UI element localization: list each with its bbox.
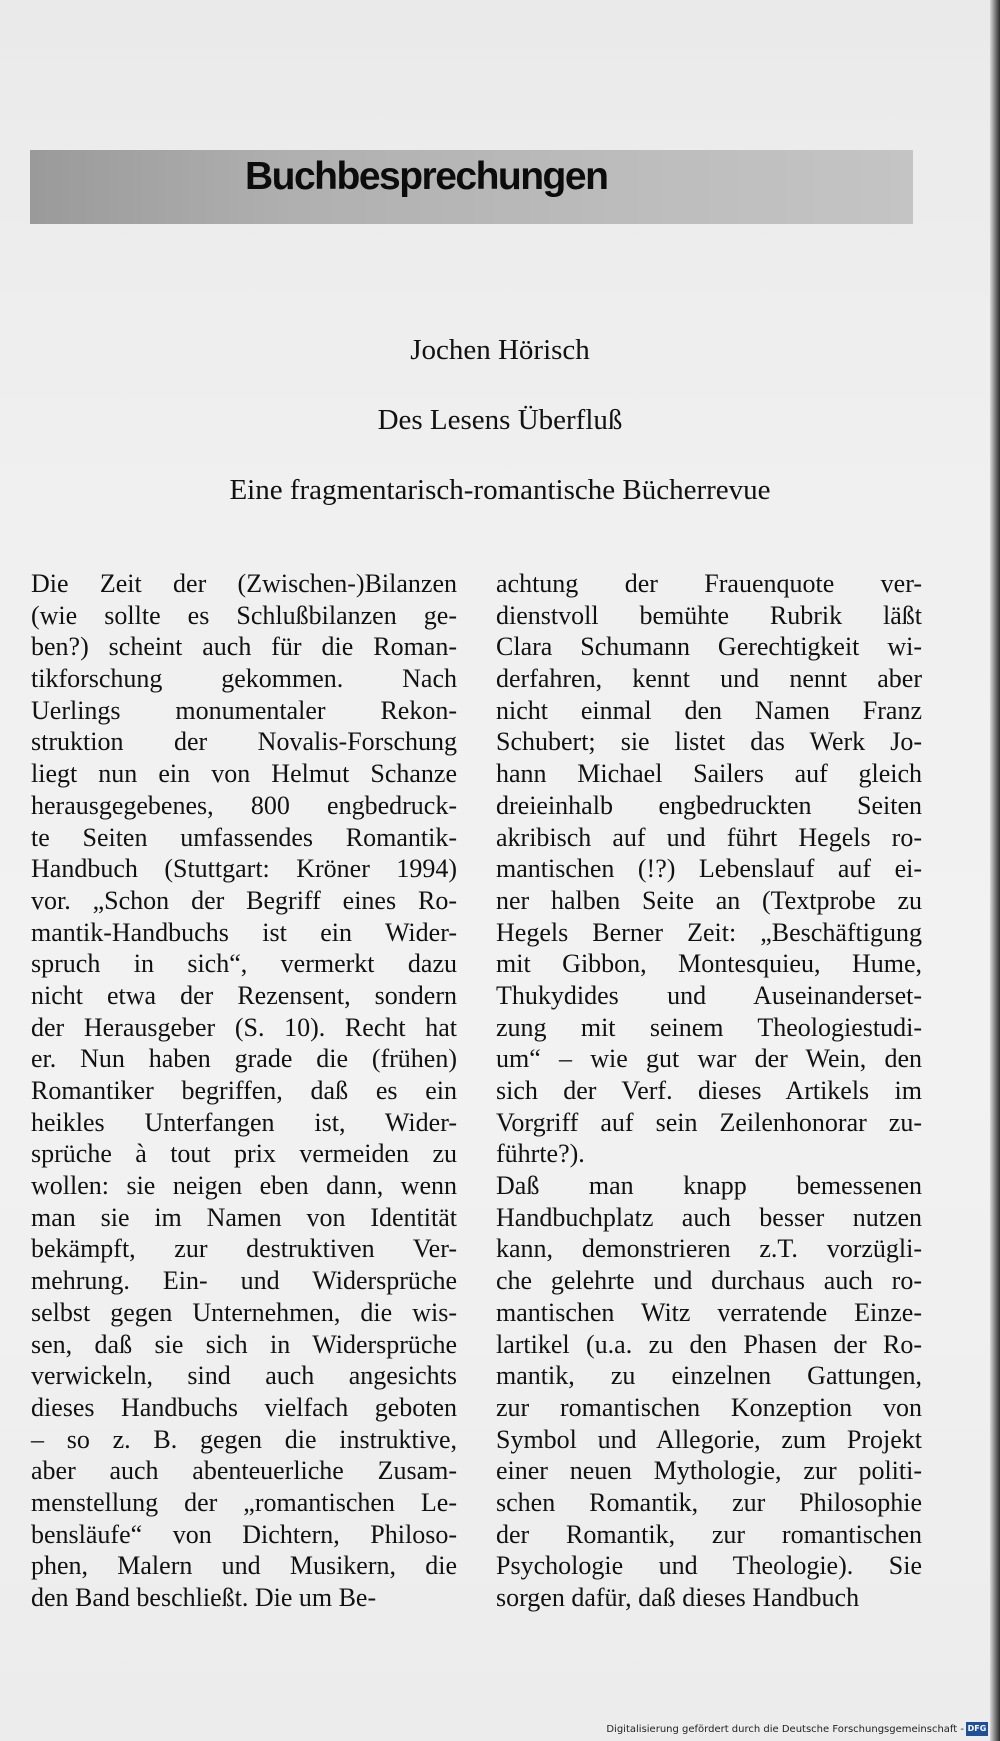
- text-line: zung mit seinem Theologiestudi-: [496, 1012, 922, 1042]
- text-line: verwickeln, sind auch angesichts: [31, 1361, 457, 1391]
- text-line: man sie im Namen von Identität: [31, 1202, 457, 1232]
- text-line: Handbuchplatz auch besser nutzen: [496, 1202, 922, 1232]
- text-line: schen Romantik, zur Philosophie: [496, 1487, 922, 1517]
- page-edge-shadow: [990, 0, 1000, 1741]
- text-line: dienstvoll bemühte Rubrik läßt: [496, 600, 922, 630]
- text-line: wollen: sie neigen eben dann, wenn: [31, 1171, 457, 1201]
- text-line: aber auch abenteuerliche Zusam-: [31, 1456, 457, 1486]
- text-line: sprüche à tout prix vermeiden zu: [31, 1139, 457, 1169]
- text-line: achtung der Frauenquote ver-: [496, 569, 922, 598]
- text-line: mantischen (!?) Lebenslauf auf ei-: [496, 854, 922, 884]
- text-line: der Romantik, zur romantischen: [496, 1519, 922, 1549]
- text-line: lartikel (u.a. zu den Phasen der Ro-: [496, 1329, 922, 1359]
- text-line: vor. „Schon der Begriff eines Ro-: [31, 885, 457, 915]
- article-subtitle: Eine fragmentarisch-romantische Bücherrevue: [229, 474, 771, 506]
- text-line: ben?) scheint auch für die Roman-: [31, 632, 457, 662]
- text-line: Clara Schumann Gerechtigkeit wi-: [496, 632, 922, 662]
- body-column-left: [31, 568, 457, 1614]
- text-line: Thukydides und Auseinanderset-: [496, 980, 922, 1010]
- text-line: tikforschung gekommen. Nach: [31, 664, 457, 694]
- text-line: sen, daß sie sich in Widersprüche: [31, 1329, 457, 1359]
- text-line: einer neuen Mythologie, zur politi-: [496, 1456, 922, 1486]
- text-line: Vorgriff auf sein Zeilenhonorar zu-: [496, 1107, 922, 1137]
- text-line: mantik, zu einzelnen Gattungen,: [496, 1361, 922, 1391]
- article-title: Des Lesens Überfluß: [377, 404, 623, 436]
- text-line: mantischen Witz verratende Einze-: [496, 1297, 922, 1327]
- text-line: sorgen dafür, daß dieses Handbuch: [496, 1583, 860, 1612]
- text-line: er. Nun haben grade die (frühen): [31, 1044, 457, 1074]
- text-line: Psychologie und Theologie). Sie: [496, 1551, 922, 1581]
- text-line: Romantiker begriffen, daß es ein: [31, 1076, 457, 1105]
- text-line: Handbuch (Stuttgart: Kröner 1994): [31, 854, 457, 884]
- text-line: Uerlings monumentaler Rekon-: [31, 695, 457, 725]
- text-line: ner halben Seite an (Textprobe zu: [496, 885, 922, 915]
- text-line: bekämpft, zur destruktiven Ver-: [31, 1234, 457, 1264]
- text-line: herausgegebenes, 800 engbedruck-: [31, 790, 457, 820]
- text-line: struktion der Novalis-Forschung: [31, 727, 457, 757]
- text-line: che gelehrte und durchaus auch ro-: [496, 1266, 922, 1296]
- text-line: Daß man knapp bemessenen: [496, 1171, 922, 1201]
- text-line: den Band beschließt. Die um Be-: [31, 1583, 377, 1612]
- text-line: Hegels Berner Zeit: „Beschäftigung: [496, 917, 922, 947]
- text-line: selbst gegen Unternehmen, die wis-: [31, 1297, 457, 1327]
- text-line: Schubert; sie listet das Werk Jo-: [496, 727, 922, 757]
- text-line: bensläufe“ von Dichtern, Philoso-: [31, 1519, 457, 1549]
- text-line: liegt nun ein von Helmut Schanze: [31, 759, 457, 789]
- text-line: hann Michael Sailers auf gleich: [496, 759, 922, 789]
- text-line: te Seiten umfassendes Romantik-: [31, 822, 457, 852]
- text-line: nicht etwa der Rezensent, sondern: [31, 980, 457, 1010]
- text-line: menstellung der „romantischen Le-: [31, 1487, 457, 1517]
- section-heading: Buchbesprechungen: [245, 155, 608, 198]
- text-line: – so z. B. gegen die instruktive,: [31, 1424, 457, 1454]
- text-line: zur romantischen Konzeption von: [496, 1392, 922, 1422]
- text-line: derfahren, kennt und nennt aber: [496, 664, 922, 694]
- text-line: dieses Handbuchs vielfach geboten: [31, 1392, 457, 1422]
- text-line: (wie sollte es Schlußbilanzen ge-: [31, 600, 457, 630]
- text-line: mit Gibbon, Montesquieu, Hume,: [496, 949, 922, 979]
- digitization-credit: Digitalisierung gefördert durch die Deutsche Forschungsgemeinschaft -: [606, 1724, 964, 1735]
- text-line: Symbol und Allegorie, zum Projekt: [496, 1424, 922, 1454]
- text-line: heikles Unterfangen ist, Wider-: [31, 1107, 457, 1137]
- text-line: mantik-Handbuchs ist ein Wider-: [31, 917, 457, 947]
- text-line: kann, demonstrieren z.T. vorzügli-: [496, 1234, 922, 1264]
- dfg-logo: DFG: [966, 1722, 988, 1736]
- text-line: sich der Verf. dieses Artikels im: [496, 1076, 922, 1105]
- text-line: nicht einmal den Namen Franz: [496, 695, 922, 725]
- text-line: akribisch auf und führt Hegels ro-: [496, 822, 922, 852]
- text-line: um“ – wie gut war der Wein, den: [496, 1044, 922, 1074]
- text-line: Die Zeit der (Zwischen-)Bilanzen: [31, 569, 457, 598]
- text-line: der Herausgeber (S. 10). Recht hat: [31, 1012, 457, 1042]
- body-column-right: [496, 568, 922, 1614]
- article-author: Jochen Hörisch: [410, 334, 590, 366]
- text-line: mehrung. Ein- und Widersprüche: [31, 1266, 457, 1296]
- text-line: spruch in sich“, vermerkt dazu: [31, 949, 457, 979]
- text-line: führte?).: [496, 1139, 585, 1169]
- text-line: dreieinhalb engbedruckten Seiten: [496, 790, 922, 820]
- text-line: phen, Malern und Musikern, die: [31, 1551, 457, 1581]
